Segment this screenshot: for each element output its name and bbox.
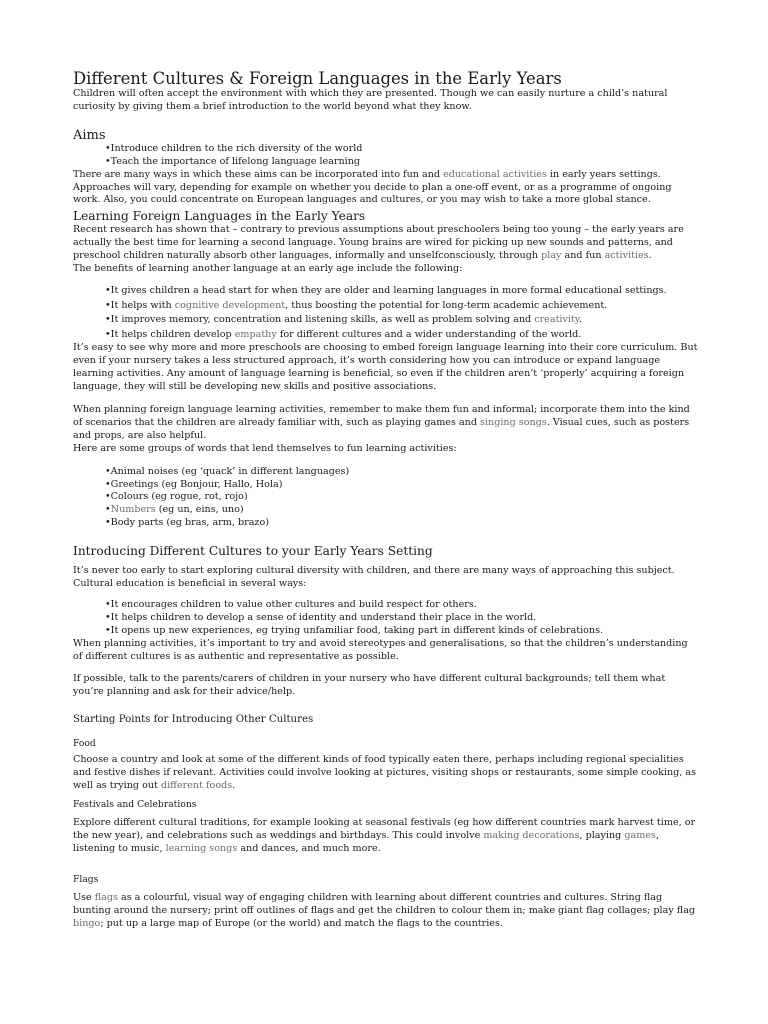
link-activities[interactable]: activities xyxy=(604,250,649,262)
text-run: for different cultures and a wider understanding of the world. xyxy=(276,328,582,340)
aims-heading: Aims xyxy=(73,127,106,143)
text-run: in early years settings. Approaches will vary, depending for example on whether you decide to plan a one-off event, or as a programme of ongoing work. Also, you could concentrate on European languages and cultures, or you may wish to take a more global stance. xyxy=(73,168,672,206)
benefits-list xyxy=(73,284,698,342)
cultures-paragraph-2: When planning activities, it’s important to try and avoid stereotypes and generalisations, so that the children’s understanding of different cultures is as authentic and representative as possible. xyxy=(73,637,688,662)
link-games[interactable]: games xyxy=(624,829,656,841)
aims-list xyxy=(73,143,698,169)
text-run: , thus boosting the potential for long-term academic achievement. xyxy=(285,299,608,311)
text-run: It helps with xyxy=(110,299,175,311)
link-flags[interactable]: flags xyxy=(94,891,118,903)
cultures-paragraph-3: If possible, talk to the parents/carers of children in your nursery who have different cultural backgrounds; tell them what you’re planning and ask for their advice/help. xyxy=(73,673,666,698)
festivals-heading: Festivals and Celebrations xyxy=(73,799,197,810)
word-groups-list xyxy=(73,466,698,531)
text-run: There are many ways in which these aims can be incorporated into fun and xyxy=(73,168,444,180)
text-run: When planning foreign language learning activities, remember to make them fun and informal; incorporate them into the kind of scenarios that the children are already familiar with, such as playing games and xyxy=(73,403,690,428)
text-run: , listening to music, xyxy=(73,829,659,854)
document-page xyxy=(73,70,698,930)
text-run: and fun xyxy=(561,250,605,262)
list-item xyxy=(105,328,698,343)
text-run: . xyxy=(648,250,652,262)
list-item xyxy=(105,313,698,328)
text-run: (eg un, eins, uno) xyxy=(155,504,244,516)
text-run: Choose a country and look at some of the different kinds of food typically eaten there, perhaps including regional specialities and festive dishes if relevant. Activities could involve looking at pictures, visiting shops or restaurants, some simple cooking, as well as trying out xyxy=(73,754,697,792)
text-run: Explore different cultural traditions, for example looking at seasonal festivals (eg how different countries mark harvest time, or the new year), and celebrations such as weddings and birthdays. This could involve xyxy=(73,817,696,841)
text-run: , playing xyxy=(579,829,625,841)
link-learning-songs[interactable]: learning songs xyxy=(165,842,238,854)
list-item: • Greetings (eg Bonjour, Hallo, Hola) xyxy=(105,479,698,492)
text-run: Recent research has shown that – contrary to previous assumptions about preschoolers being too young – the early years are actually the best time for learning a second language. Young brains are wired for picking up new sounds and patterns, and preschool children naturally absorb other languages, informally and unselfconsciously, through xyxy=(73,224,684,262)
text-run: It helps children develop xyxy=(110,328,235,340)
link-different-foods[interactable]: different foods xyxy=(160,780,233,792)
aims-paragraph xyxy=(73,169,698,208)
text-run: as a colourful, visual way of engaging children with learning about different countries and cultures. String flag bunting around the nursery; print off outlines of flags and get the children to colour them in; make giant flag collages; play flag xyxy=(73,891,696,916)
cultures-heading: Introducing Different Cultures to your Early Years Setting xyxy=(73,544,433,559)
list-item: • Body parts (eg bras, arm, brazo) xyxy=(105,517,698,530)
text-run: . Visual cues, such as posters and props, are also helpful. xyxy=(73,416,690,441)
text-run: It improves memory, concentration and listening skills, as well as problem solving and xyxy=(110,314,535,326)
link-empathy[interactable]: empathy xyxy=(234,328,277,340)
list-item xyxy=(105,504,698,517)
languages-heading: Learning Foreign Languages in the Early Years xyxy=(73,209,366,224)
benefits-intro: The benefits of learning another language at an early age include the following: xyxy=(73,263,463,275)
flags-paragraph xyxy=(73,892,698,931)
page-title: Different Cultures & Foreign Languages in the Early Years xyxy=(73,69,562,88)
list-item: • Colours (eg rogue, rot, rojo) xyxy=(105,491,698,504)
flags-heading: Flags xyxy=(73,873,99,885)
list-item: • It gives children a head start for when they are older and learning languages in more formal educational settings. xyxy=(105,284,698,299)
cultures-paragraph-1: It’s never too early to start exploring cultural diversity with children, and there are many ways of approaching this subject. Cultural education is beneficial in several ways: xyxy=(73,565,675,590)
list-item xyxy=(105,299,698,314)
list-item: • Teach the importance of lifelong language learning xyxy=(105,156,698,169)
list-item: • It encourages children to value other cultures and build respect for others. xyxy=(105,599,698,612)
festivals-paragraph xyxy=(73,817,698,856)
languages-paragraph-2: It’s easy to see why more and more preschools are choosing to embed foreign language learning into their core curriculum. But even if your nursery takes a less structured approach, it’s worth considering how you can introduce or expand language learning activities. Any amount of language learning is beneficial, so even if the children aren’t ‘properly’ acquiring a foreign language, they will still be developing new skills and positive associations. xyxy=(73,342,698,393)
cultures-list xyxy=(73,599,698,638)
link-educational-activities[interactable]: educational activities xyxy=(443,168,547,180)
list-item: • It opens up new experiences, eg trying unfamiliar food, taking part in different kinds of celebrations. xyxy=(105,625,698,638)
link-bingo[interactable]: bingo xyxy=(73,917,101,929)
text-run: Use xyxy=(73,891,95,903)
starting-points-heading: Starting Points for Introducing Other Cultures xyxy=(73,714,314,726)
list-item: • Introduce children to the rich diversity of the world xyxy=(105,143,698,156)
groups-intro: Here are some groups of words that lend themselves to fun learning activities: xyxy=(73,442,457,454)
intro-paragraph: Children will often accept the environment with which they are presented. Though we can easily nurture a child’s natural curiosity by giving them a brief introduction to the world beyond what they know. xyxy=(73,88,668,112)
text-run: ; put up a large map of Europe (or the world) and match the flags to the countries. xyxy=(100,917,503,929)
languages-paragraph-1 xyxy=(73,224,698,263)
link-creativity[interactable]: creativity xyxy=(534,314,579,326)
text-run: and dances, and much more. xyxy=(237,842,381,854)
list-item: • Animal noises (eg ‘quack’ in different languages) xyxy=(105,466,698,479)
link-cognitive-development[interactable]: cognitive development xyxy=(174,299,286,311)
link-play[interactable]: play xyxy=(541,250,562,262)
food-paragraph xyxy=(73,754,698,793)
text-run: . xyxy=(232,780,236,792)
food-heading: Food xyxy=(73,738,96,750)
text-run: . xyxy=(579,314,583,326)
link-numbers[interactable]: Numbers xyxy=(110,504,156,516)
link-singing-songs[interactable]: singing songs xyxy=(480,416,547,428)
list-item: • It helps children to develop a sense of identity and understand their place in the world. xyxy=(105,612,698,625)
link-making-decorations[interactable]: making decorations xyxy=(483,829,580,841)
languages-paragraph-3 xyxy=(73,404,698,443)
